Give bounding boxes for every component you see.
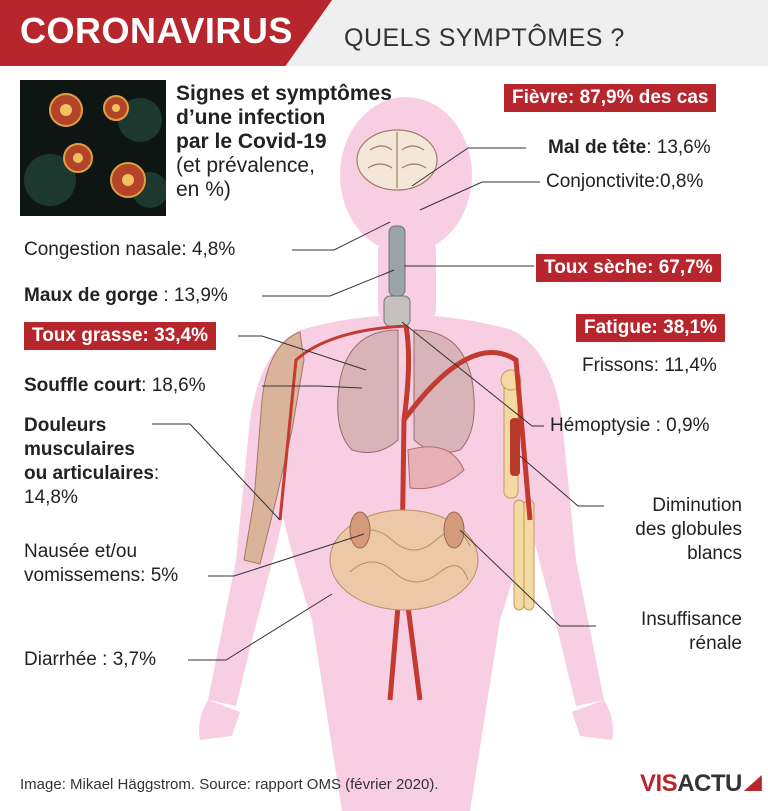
insuffisance-line-1: Insuffisance: [640, 609, 742, 630]
maux-gorge-name: Maux de gorge: [24, 285, 159, 306]
label-globules: [600, 494, 742, 566]
bone-marrow: [510, 418, 520, 476]
intro-line-4: (et prévalence,: [176, 154, 315, 177]
douleurs-line-3: ou articulaires: [24, 463, 154, 484]
label-frissons: Frissons: 11,4%: [582, 355, 717, 376]
douleurs-line-3-suffix: :: [153, 463, 160, 484]
logo-accent: VIS: [640, 770, 678, 797]
visactu-logo: [640, 770, 762, 798]
page-subtitle: QUELS SYMPTÔMES ?: [344, 24, 625, 52]
label-fievre: Fièvre: 87,9% des cas: [504, 84, 716, 112]
label-douleurs: [24, 414, 159, 510]
label-souffle-court: [24, 374, 206, 398]
intro-line-2: d’une infection: [176, 106, 326, 129]
label-mal-de-tete: [548, 136, 711, 160]
globules-line-3: blancs: [687, 543, 742, 564]
label-hemoptysie: Hémoptysie : 0,9%: [550, 415, 710, 436]
intro-line-1: Signes et symptômes: [176, 82, 392, 105]
intro-line-5: en %): [176, 178, 231, 201]
globules-line-1: Diminution: [652, 495, 742, 516]
label-insuffisance: [600, 608, 742, 656]
logo-rest: ACTU: [677, 770, 742, 797]
label-conjonctivite: Conjonctivite:0,8%: [546, 171, 704, 192]
virus-photo: [20, 80, 166, 216]
label-nausee: [24, 540, 178, 588]
douleurs-line-2: musculaires: [24, 439, 135, 460]
label-toux-grasse: Toux grasse: 33,4%: [24, 322, 216, 350]
mal-de-tete-name: Mal de tête: [548, 137, 647, 158]
douleurs-line-1: Douleurs: [24, 415, 107, 436]
douleurs-value: 14,8%: [24, 487, 78, 508]
souffle-value: : 18,6%: [141, 375, 206, 396]
label-fatigue: Fatigue: 38,1%: [576, 314, 725, 342]
label-congestion: Congestion nasale: 4,8%: [24, 239, 236, 260]
nausee-line-2: vomissemens: 5%: [24, 565, 179, 586]
globules-line-2: des globules: [635, 519, 742, 540]
page-title: CORONAVIRUS: [20, 10, 293, 51]
mal-de-tete-value: : 13,6%: [646, 137, 711, 158]
intro-line-3: par le Covid-19: [176, 130, 327, 153]
intro-text: [176, 82, 392, 202]
label-maux-gorge: [24, 284, 228, 308]
label-toux-seche: Toux sèche: 67,7%: [536, 254, 721, 282]
maux-gorge-value: : 13,9%: [158, 285, 228, 306]
logo-mark-icon: [744, 775, 762, 791]
souffle-name: Souffle court: [24, 375, 142, 396]
source-credit: Image: Mikael Häggstrom. Source: rapport OMS (février 2020).: [20, 776, 439, 793]
label-diarrhee: Diarrhée : 3,7%: [24, 649, 157, 670]
insuffisance-line-2: rénale: [689, 633, 742, 654]
nausee-line-1: Nausée et/ou: [24, 541, 138, 562]
